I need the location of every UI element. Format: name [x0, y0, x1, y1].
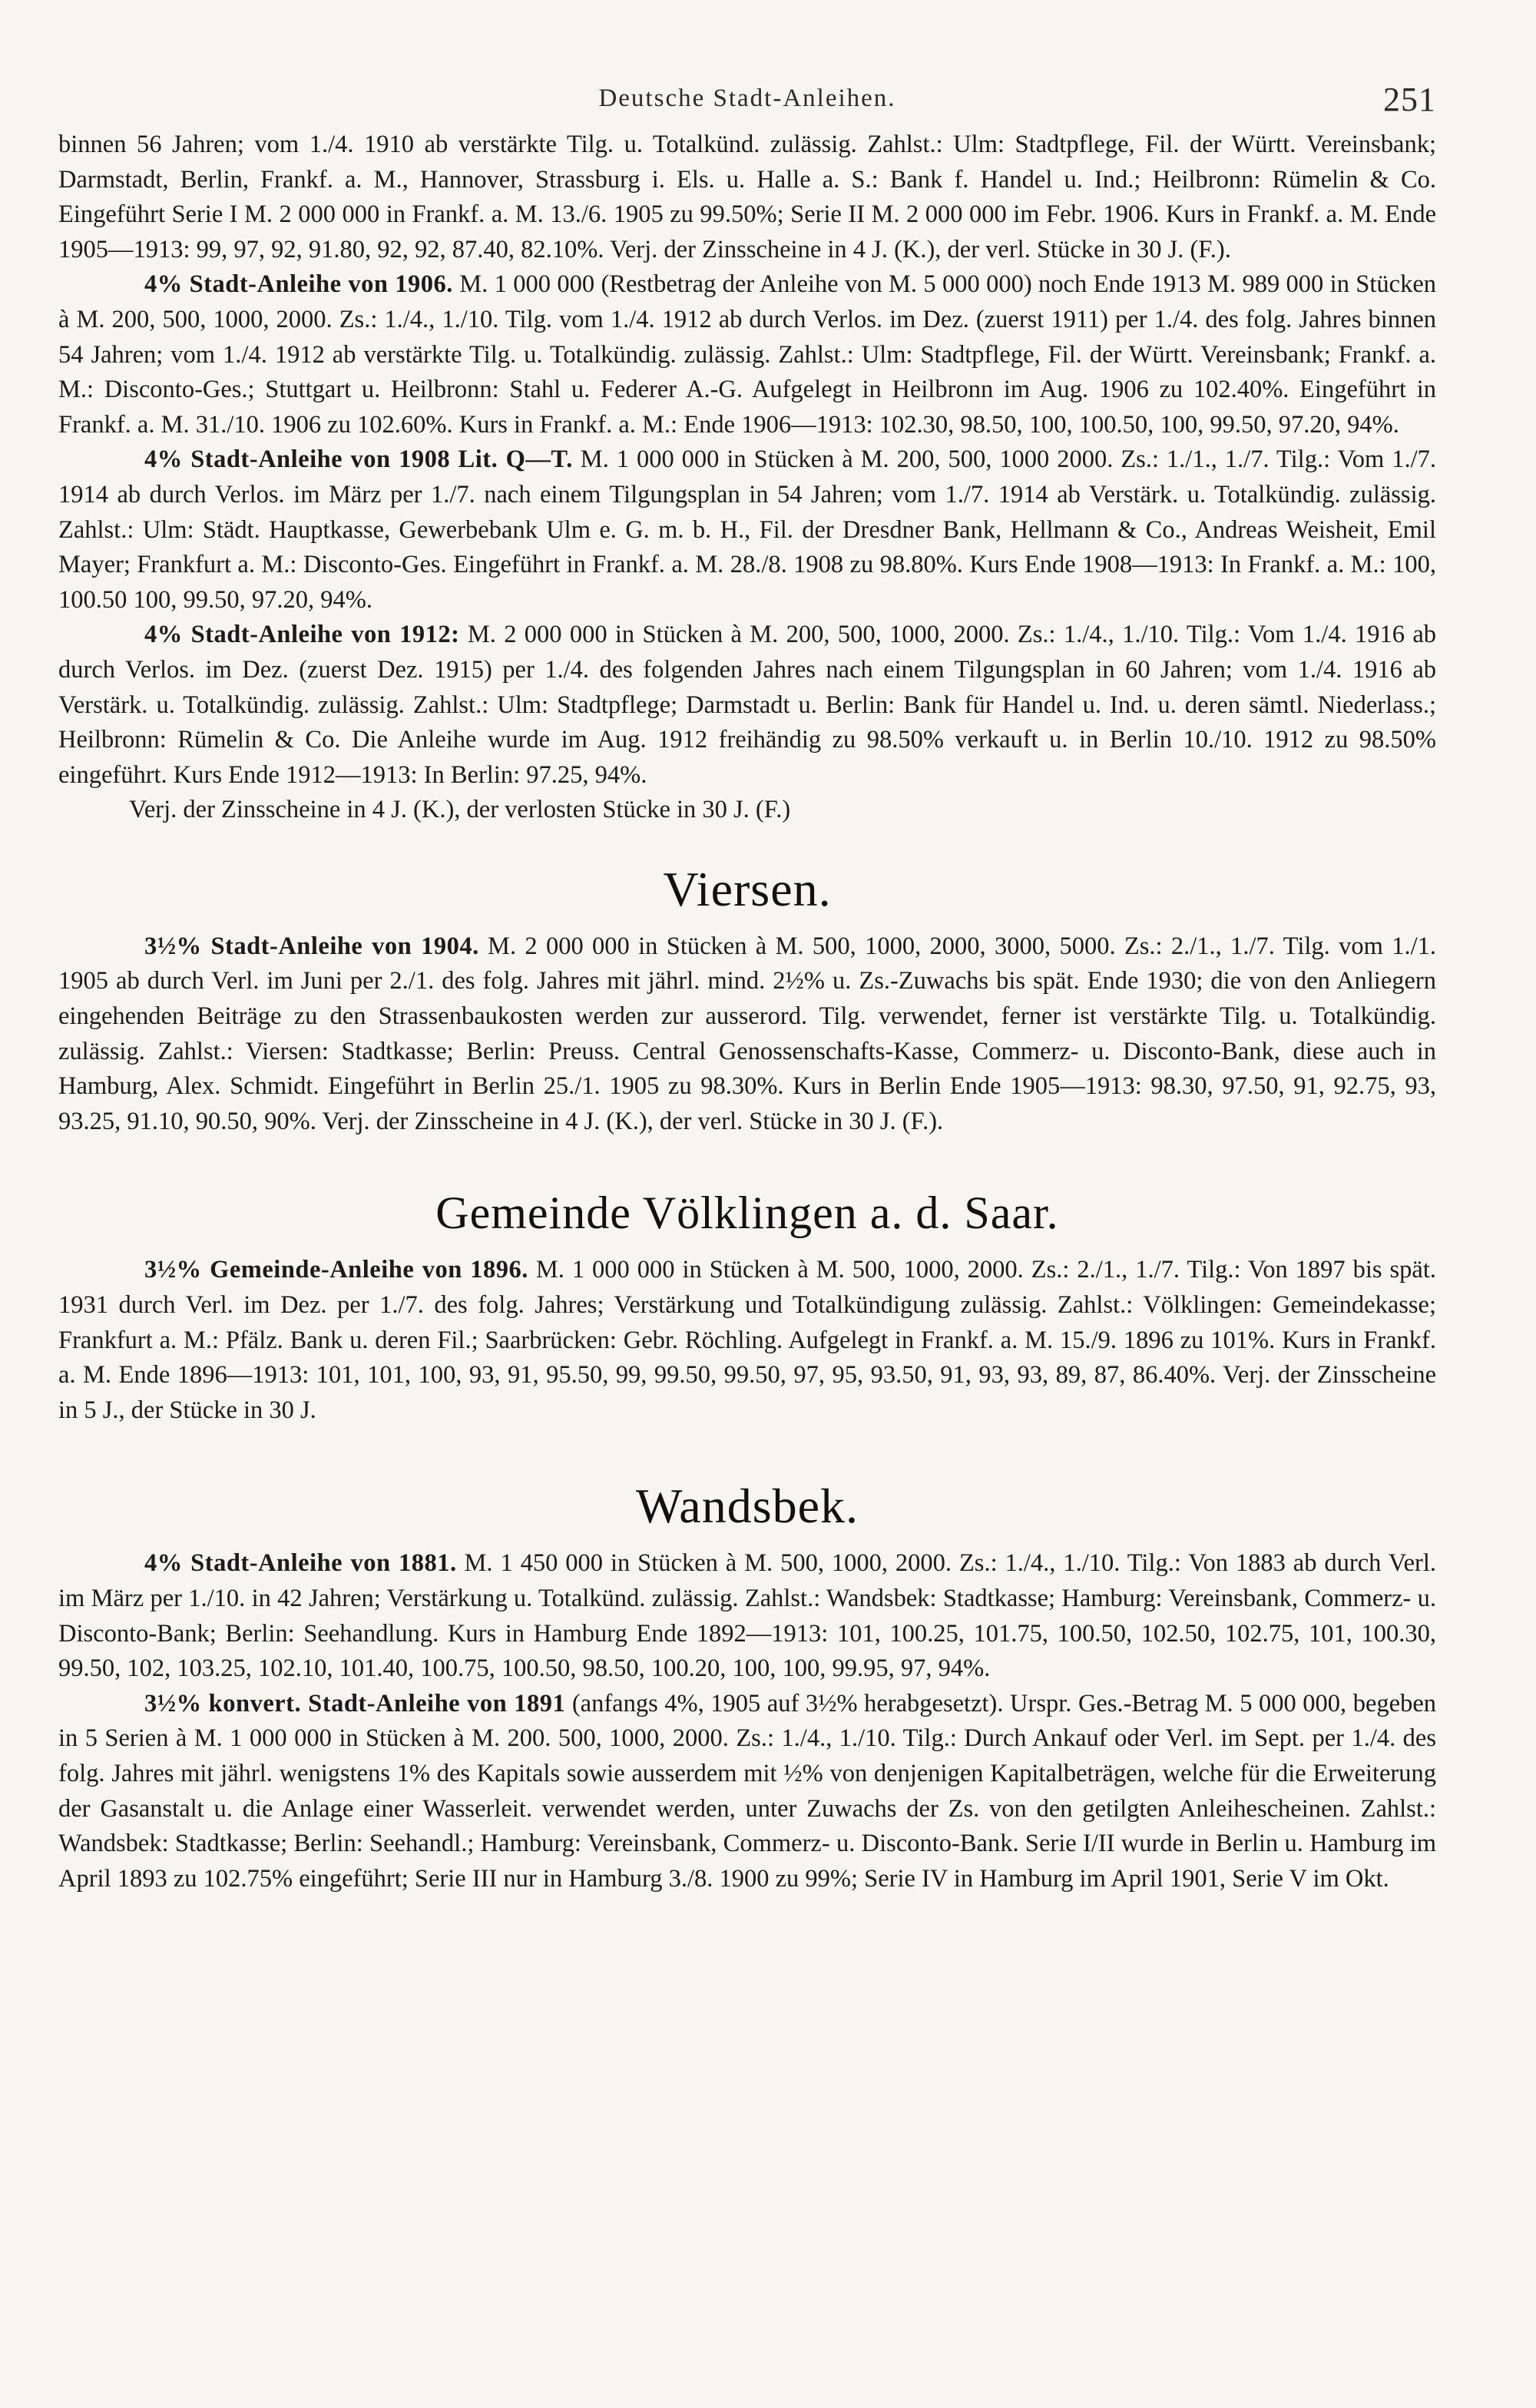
section-title-viersen: Viersen. [663, 861, 832, 916]
continuation-text: binnen 56 Jahren; vom 1./4. 1910 ab verstärkte Tilg. u. Totalkünd. zulässig. Zahlst.: Ulm: Stadtpflege, Fil. der Württ. Vereinsbank; Darmstadt, Berlin, Frankf. a. M., Hannover, Strassburg i. Els. u. Halle a. S.: Bank f. Handel u. Ind.; Heilbronn: Rümelin & Co. Eingeführt Serie I M. 2 000 000 in Frankf. a. M. 13./6. 1905 zu 99.50%; Serie II M. 2 000 000 im Febr. 1906. Kurs in Frankf. a. M. Ende 1905—1913: 99, 97, 92, 91.80, 92, 92, 87.40, 82.10%. Verj. der Zinsscheine in 4 J. (K.), der verl. Stücke in 30 J. (F.). [58, 131, 1436, 263]
ulm-1912-heading: 4% Stadt-Anleihe von 1912: [144, 621, 460, 649]
viersen-text: M. 2 000 000 in Stücken à M. 500, 1000, 2000, 3000, 5000. Zs.: 2./1., 1./7. Tilg. vom 1./1. 1905 ab durch Verl. im Juni per 2./1. des folg. Jahres mit jährl. mind. 2½% u. Zs.-Zuwachs bis spät. Ende 1930; die von den Anliegern eingehenden Beiträge zu den Strassenbaukosten werden zur ausserord. Tilg. verwendet, ferner ist verstärkte Tilg. u. Totalkündig. zulässig. Zahlst.: Viersen: Stadtkasse; Berlin: Preuss. Central Genossenschafts-Kasse, Commerz- u. Disconto-Bank, diese auch in Hamburg, Alex. Schmidt. Eingeführt in Berlin 25./1. 1905 zu 98.30%. Kurs in Berlin Ende 1905—1913: 98.30, 97.50, 91, 92.75, 93, 93.25, 91.10, 90.50, 90%. Verj. der Zinsscheine in 4 J. (K.), der verl. Stücke in 30 J. (F.). [58, 932, 1436, 1135]
wandsbek-1881-entry [58, 1546, 1436, 1686]
wandsbek-1891-text: (anfangs 4%, 1905 auf 3½% herabgesetzt). Urspr. Ges.-Betrag M. 5 000 000, begeben in 5 Serien à M. 1 000 000 in Stücken à M. 200. 500, 1000, 2000. Zs.: 1./4., 1./10. Tilg.: Durch Ankauf oder Verl. im Sept. per 1./4. des folg. Jahres mit jährl. wenigstens 1% des Kapitals sowie ausserdem mit ½% von denjenigen Kapitalbeträgen, welche für die Erweiterung der Gasanstalt u. die Anlage einer Wasserleit. verwendet werden, unter Zuwachs der Zs. von den getilgten Anleihescheinen. Zahlst.: Wandsbek: Stadtkasse; Berlin: Seehandl.; Hamburg: Vereinsbank, Commerz- u. Disconto-Bank. Serie I/II wurde in Berlin u. Hamburg im April 1893 zu 102.75% eingeführt; Serie III nur in Hamburg 3./8. 1900 zu 99%; Serie IV in Hamburg im April 1901, Serie V im Okt. [58, 1689, 1437, 1893]
ulm-1912-verjaehrung [58, 793, 1436, 828]
ulm-1912-text: M. 2 000 000 in Stücken à M. 200, 500, 1000, 2000. Zs.: 1./4., 1./10. Tilg.: Vom 1./4. 1916 ab durch Verlos. im Dez. (zuerst Dez. 1915) per 1./4. des folgenden Jahres nach einem Tilgungsplan in 60 Jahren; vom 1./4. 1916 ab Verstärk. u. Totalkündig. zulässig. Zahlst.: Ulm: Stadtpflege; Darmstadt u. Berlin: Bank für Handel u. Ind. u. deren sämtl. Niederlass.; Heilbronn: Rümelin & Co. Die Anleihe wurde im Aug. 1912 freihändig zu 98.50% verkauft u. in Berlin 10./10. 1912 zu 98.50% eingeführt. Kurs Ende 1912—1913: In Berlin: 97.25, 94%. [58, 621, 1437, 789]
ulm-1912-verj-text: Verj. der Zinsscheine in 4 J. (K.), der verlosten Stücke in 30 J. (F.) [129, 796, 791, 824]
wandsbek-1881-text: M. 1 450 000 in Stücken à M. 500, 1000, 2000. Zs.: 1./4., 1./10. Tilg.: Von 1883 ab durch Verl. im März per 1./10. in 42 Jahren; Verstärkung u. Totalkünd. zulässig. Zahlst.: Wandsbek: Stadtkasse; Hamburg: Vereinsbank, Commerz- u. Disconto-Bank; Berlin: Seehandlung. Kurs in Hamburg Ende 1892—1913: 101, 100.25, 101.75, 100.50, 102.50, 102.75, 101, 100.30, 99.50, 102, 103.25, 102.10, 101.40, 100.75, 100.50, 98.50, 100.20, 100, 100, 99.95, 97, 94%. [58, 1549, 1436, 1683]
voelklingen-heading: 3½% Gemeinde-Anleihe von 1896. [144, 1256, 528, 1284]
ulm-1908-heading: 4% Stadt-Anleihe von 1908 Lit. Q—T. [144, 445, 573, 474]
viersen-entry [58, 929, 1436, 1140]
ulm-1906-entry [58, 267, 1436, 442]
section-title-voelklingen: Gemeinde Völklingen a. d. Saar. [435, 1187, 1059, 1239]
voelklingen-text: M. 1 000 000 in Stücken à M. 500, 1000, 2000. Zs.: 2./1., 1./7. Tilg.: Von 1897 bis spät. 1931 durch Verl. im Dez. per 1./7. des folg. Jahres; Verstärkung und Totalkündigung zulässig. Zahlst.: Völklingen: Gemeindekasse; Frankfurt a. M.: Pfälz. Bank u. deren Fil.; Saarbrücken: Gebr. Röchling. Aufgelegt in Frankf. a. M. 15./9. 1896 zu 101%. Kurs in Frankf. a. M. Ende 1896—1913: 101, 101, 100, 93, 91, 95.50, 99, 99.50, 99.50, 97, 95, 93.50, 91, 93, 93, 89, 87, 86.40%. Verj. der Zinsscheine in 5 J., der Stücke in 30 J. [58, 1256, 1437, 1424]
section-title-wandsbek: Wandsbek. [636, 1479, 859, 1534]
wandsbek-1891-entry [58, 1687, 1436, 1897]
ulm-1912-entry [58, 618, 1436, 793]
continuation-paragraph [58, 128, 1436, 267]
ulm-1906-heading: 4% Stadt-Anleihe von 1906. [144, 270, 453, 299]
running-title: Deutsche Stadt-Anleihen. [598, 84, 896, 112]
voelklingen-entry [58, 1253, 1436, 1428]
wandsbek-1881-heading: 4% Stadt-Anleihe von 1881. [144, 1549, 457, 1578]
viersen-heading: 3½% Stadt-Anleihe von 1904. [144, 932, 479, 960]
wandsbek-1891-heading: 3½% konvert. Stadt-Anleihe von 1891 [144, 1689, 566, 1717]
ulm-1906-text: M. 1 000 000 (Restbetrag der Anleihe von M. 5 000 000) noch Ende 1913 M. 989 000 in Stücken à M. 200, 500, 1000, 2000. Zs.: 1./4., 1./10. Tilg. vom 1./4. 1912 ab durch Verlos. im Dez. (zuerst 1911) per 1./4. des folg. Jahres binnen 54 Jahren; vom 1./4. 1912 ab verstärkte Tilg. u. Totalkündig. zulässig. Zahlst.: Ulm: Stadtpflege, Fil. der Württ. Vereinsbank; Frankf. a. M.: Disconto-Ges.; Stuttgart u. Heilbronn: Stahl u. Federer A.-G. Aufgelegt in Heilbronn im Aug. 1906 zu 102.40%. Eingeführt in Frankf. a. M. 31./10. 1906 zu 102.60%. Kurs in Frankf. a. M.: Ende 1906—1913: 102.30, 98.50, 100, 100.50, 100, 99.50, 97.20, 94%. [58, 270, 1436, 439]
ulm-1908-entry [58, 442, 1436, 618]
running-header [58, 81, 1436, 128]
ulm-1908-text: M. 1 000 000 in Stücken à M. 200, 500, 1000 2000. Zs.: 1./1., 1./7. Tilg.: Vom 1./7. 1914 ab durch Verlos. im März per 1./7. nach einem Tilgungsplan in 54 Jahren; vom 1./7. 1914 ab Verstärk. u. Totalkündig. zulässig. Zahlst.: Ulm: Städt. Hauptkasse, Gewerbebank Ulm e. G. m. b. H., Fil. der Dresdner Bank, Hellmann & Co., Andreas Weisheit, Emil Mayer; Frankfurt a. M.: Disconto-Ges. Eingeführt in Frankf. a. M. 28./8. 1908 zu 98.80%. Kurs Ende 1908—1913: In Frankf. a. M.: 100, 100.50 100, 99.50, 97.20, 94%. [58, 445, 1437, 614]
page-number: 251 [1383, 81, 1436, 118]
